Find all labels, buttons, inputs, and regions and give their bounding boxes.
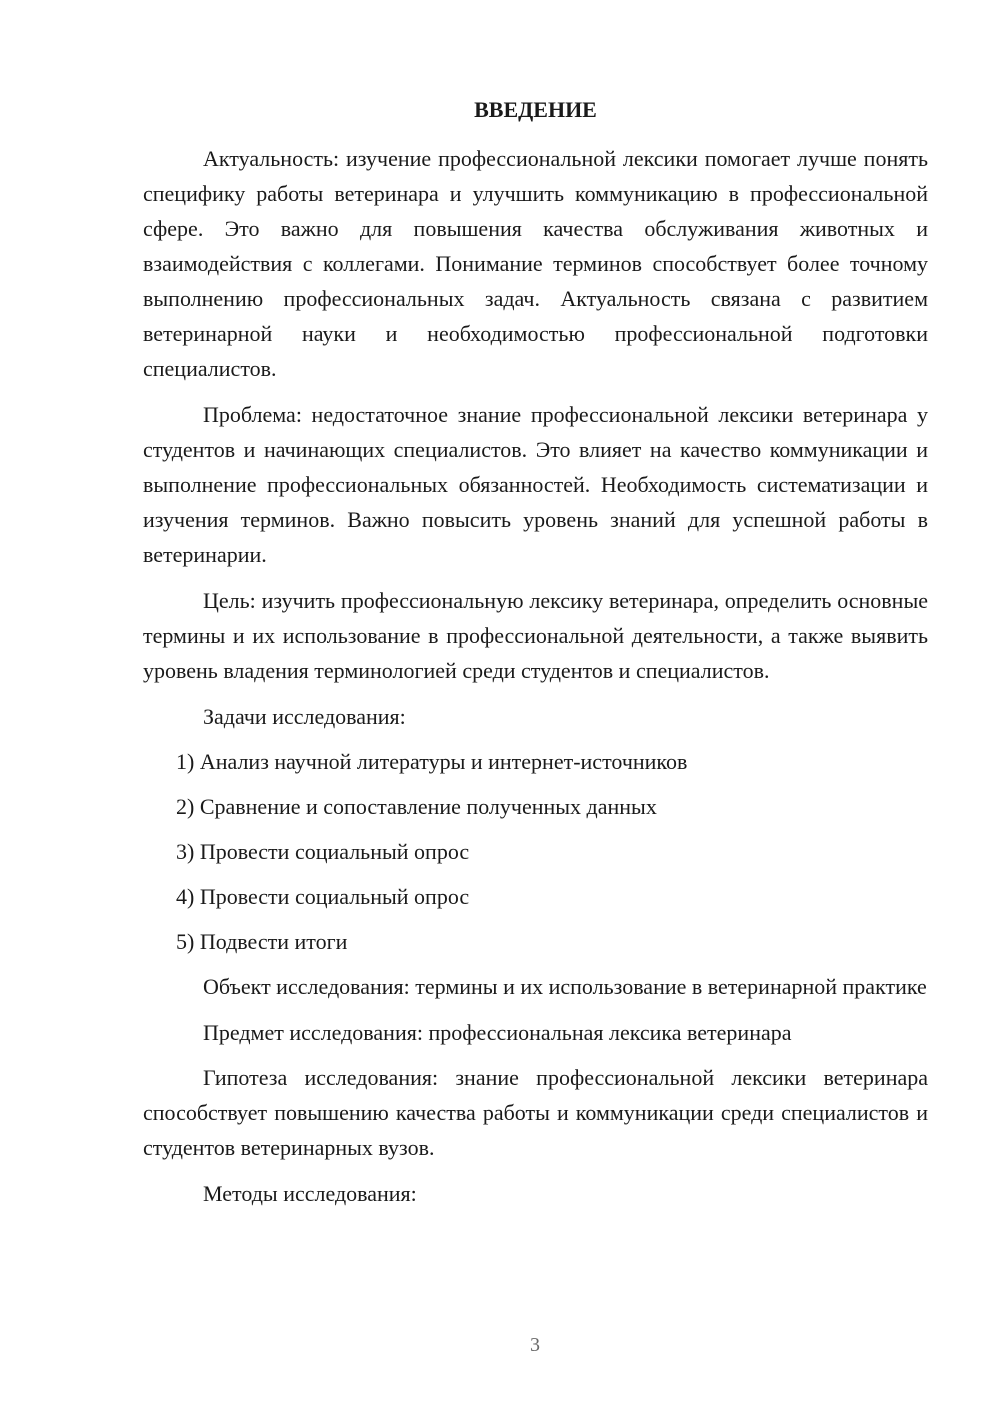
methods-heading: Методы исследования: bbox=[203, 1181, 417, 1206]
list-item: 4) Провести социальный опрос bbox=[176, 884, 470, 909]
hypothesis-paragraph: Гипотеза исследования: знание профессиональной лексики ветеринара способствует повышению качества работы и коммуникации среди специалистов и студентов ветеринарных вузов. bbox=[143, 1065, 928, 1160]
tasks-heading: Задачи исследования: bbox=[203, 704, 406, 729]
problem-paragraph: Проблема: недостаточное знание профессиональной лексики ветеринара у студентов и начинающих специалистов. Это влияет на качество коммуникации и выполнение профессиональных обязанностей. Необходимость систематизации и изучения терминов. Важно повысить уровень знаний для успешной работы в ветеринарии. bbox=[143, 402, 928, 567]
list-item: 1) Анализ научной литературы и интернет-источников bbox=[176, 749, 688, 774]
document-page bbox=[143, 92, 928, 1221]
goal-paragraph: Цель: изучить профессиональную лексику ветеринара, определить основные термины и их использование в профессиональной деятельности, а также выявить уровень владения терминологией среди студентов и специалистов. bbox=[143, 588, 928, 683]
tasks-list bbox=[143, 744, 928, 959]
list-item: 5) Подвести итоги bbox=[176, 929, 348, 954]
list-item: 2) Сравнение и сопоставление полученных данных bbox=[176, 794, 657, 819]
relevance-paragraph: Актуальность: изучение профессиональной лексики помогает лучше понять специфику работы ветеринара и улучшить коммуникацию в профессиональной сфере. Это важно для повышения качества обслуживания животных и взаимодействия с коллегами. Понимание терминов способствует более точному выполнению профессиональных задач. Актуальность связана с развитием ветеринарной науки и необходимостью профессиональной подготовки специалистов. bbox=[143, 146, 928, 381]
subject-paragraph: Предмет исследования: профессиональная лексика ветеринара bbox=[203, 1020, 792, 1045]
object-paragraph: Объект исследования: термины и их использование в ветеринарной практике bbox=[203, 974, 927, 999]
page-number: 3 bbox=[530, 1334, 540, 1356]
list-item: 3) Провести социальный опрос bbox=[176, 839, 470, 864]
section-heading: ВВЕДЕНИЕ bbox=[474, 97, 597, 122]
